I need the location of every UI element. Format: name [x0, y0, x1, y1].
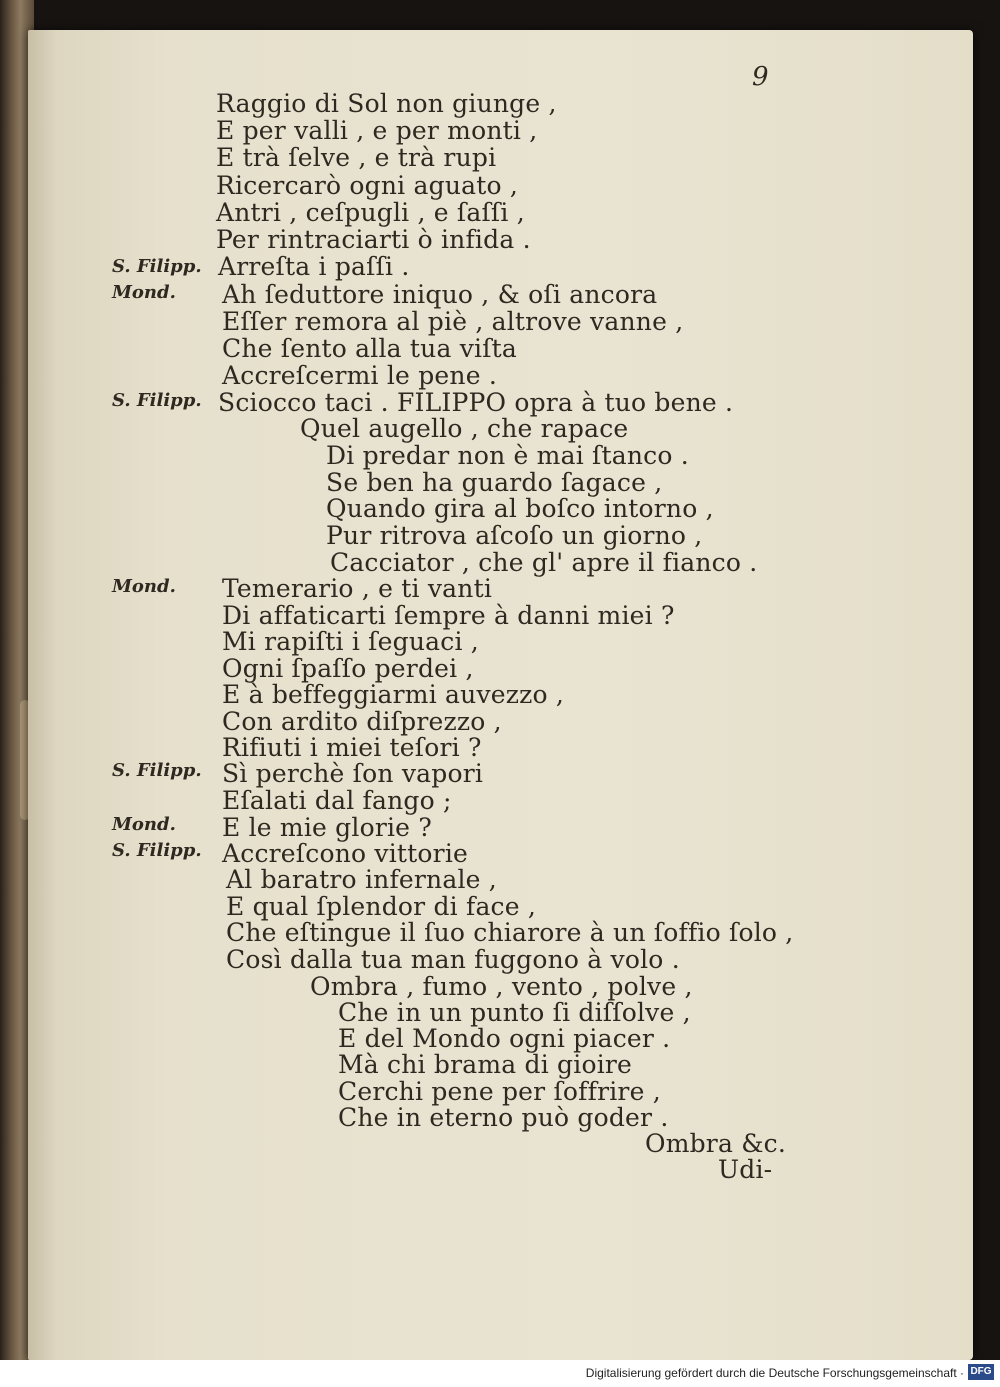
speaker-label: Mond.: [112, 814, 176, 835]
text-line: Antri , ceſpugli , e ſaſſi ,: [216, 198, 525, 227]
text-line: Ricercarò ogni aguato ,: [216, 171, 519, 200]
footer-credit: Digitalisierung gefördert durch die Deutsche Forschungsgemeinschaft ·: [585, 1366, 964, 1380]
text-line: Sì perchè ſon vapori: [222, 759, 484, 788]
text-line: Che in un punto ſi diſſolve ,: [338, 998, 691, 1027]
text-line: Ogni ſpaſſo perdei ,: [222, 654, 474, 683]
text-line: Così dalla tua man fuggono à volo .: [226, 945, 680, 974]
text-line: E à beffeggiarmi auvezzo ,: [222, 680, 565, 709]
text-line: Che eſtingue il ſuo chiarore à un ſoffio ſolo ,: [226, 918, 794, 947]
speaker-label: S. Filipp.: [112, 390, 202, 411]
speaker-label: S. Filipp.: [112, 840, 202, 861]
text-line: Mi rapiſti i ſeguaci ,: [222, 627, 479, 656]
text-line: Di affaticarti ſempre à danni miei ?: [222, 601, 675, 630]
page-number: 9: [752, 62, 769, 92]
text-line: Quando gira al boſco intorno ,: [326, 494, 714, 523]
text-line: Che in eterno può goder .: [338, 1103, 669, 1132]
text-line: Temerario , e ti vanti: [222, 574, 493, 603]
dfg-logo: DFG: [968, 1364, 994, 1380]
speaker-label: S. Filipp.: [112, 760, 202, 781]
text-line: Se ben ha guardo ſagace ,: [326, 468, 663, 497]
text-line: Ombra &c.: [645, 1129, 787, 1158]
speaker-label: S. Filipp.: [112, 256, 202, 277]
text-line: Accreſcermi le pene .: [222, 361, 497, 390]
speaker-label: Mond.: [112, 282, 176, 303]
book-page: [28, 30, 973, 1360]
catchword: Udi-: [718, 1155, 773, 1184]
text-line: Pur ritrova aſcoſo un giorno ,: [326, 521, 703, 550]
text-line: E trà ſelve , e trà rupi: [216, 143, 497, 172]
text-line: Ah ſeduttore iniquo , & oſi ancora: [222, 280, 658, 309]
text-line: Rifiuti i miei teſori ?: [222, 733, 482, 762]
text-line: Per rintraciarti ò infida .: [216, 225, 531, 254]
text-line: Ombra , fumo , vento , polve ,: [310, 972, 693, 1001]
text-line: Con ardito diſprezzo ,: [222, 707, 502, 736]
text-line: Al baratro infernale ,: [226, 865, 497, 894]
speaker-label: Mond.: [112, 576, 176, 597]
text-line: Quel augello , che rapace: [300, 414, 629, 443]
text-line: Raggio di Sol non giunge ,: [216, 89, 557, 118]
text-line: Che ſento alla tua viſta: [222, 334, 518, 363]
text-line: E per valli , e per monti ,: [216, 116, 538, 145]
text-line: E del Mondo ogni piacer .: [338, 1024, 671, 1053]
text-line: E le mie glorie ?: [222, 813, 432, 842]
footer-bar: [0, 1360, 1000, 1387]
text-line: Cerchi pene per ſoffrire ,: [338, 1077, 661, 1106]
text-line: E qual ſplendor di face ,: [226, 892, 537, 921]
text-line: Mà chi brama di gioire: [338, 1050, 633, 1079]
text-line: Eſalati dal fango ;: [222, 786, 452, 815]
text-line: Accreſcono vittorie: [222, 839, 469, 868]
text-line: Di predar non è mai ſtanco .: [326, 441, 689, 470]
text-line: Sciocco taci . FILIPPO opra à tuo bene .: [218, 388, 734, 417]
text-line: Cacciator , che gl' apre il fianco .: [330, 548, 758, 577]
text-line: Eſſer remora al piè , altrove vanne ,: [222, 307, 684, 336]
text-line: Arreſta i paſſi .: [218, 252, 410, 281]
